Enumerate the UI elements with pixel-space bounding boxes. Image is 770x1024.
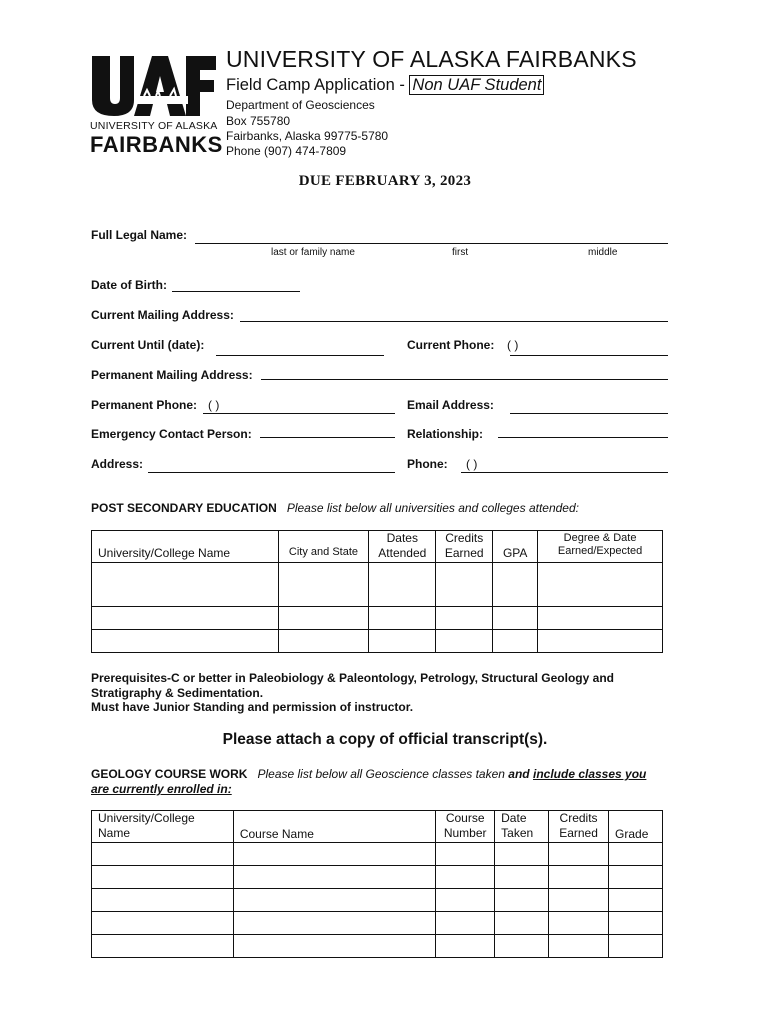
table-cell[interactable] — [278, 563, 369, 607]
table-cell[interactable] — [495, 843, 549, 866]
university-name: UNIVERSITY OF ALASKA FAIRBANKS — [226, 46, 637, 72]
coursework-col-course-number: Course Number — [436, 811, 495, 843]
education-col-degree: Degree & Date Earned/Expected — [538, 531, 663, 563]
table-row[interactable] — [92, 843, 663, 866]
table-cell[interactable] — [609, 889, 663, 912]
relationship-field[interactable] — [498, 437, 668, 438]
contact-phone-field[interactable] — [461, 472, 668, 473]
table-cell[interactable] — [92, 935, 234, 958]
table-cell[interactable] — [549, 889, 609, 912]
table-cell[interactable] — [493, 563, 538, 607]
coursework-col-university: University/College Name — [92, 811, 234, 843]
table-cell[interactable] — [436, 607, 493, 630]
table-cell[interactable] — [92, 889, 234, 912]
table-cell[interactable] — [609, 866, 663, 889]
table-cell[interactable] — [92, 912, 234, 935]
table-cell[interactable] — [436, 866, 495, 889]
table-cell[interactable] — [369, 630, 436, 653]
permanent-phone-field[interactable] — [203, 413, 395, 414]
table-cell[interactable] — [436, 843, 495, 866]
table-cell[interactable] — [369, 607, 436, 630]
table-cell[interactable] — [436, 935, 495, 958]
name-hint-last: last or family name — [271, 247, 355, 258]
table-cell[interactable] — [549, 866, 609, 889]
table-row[interactable] — [92, 866, 663, 889]
table-row[interactable] — [92, 935, 663, 958]
education-heading — [91, 501, 579, 515]
name-hint-first: first — [452, 247, 469, 258]
table-row[interactable] — [92, 912, 663, 935]
contact-phone-label: Phone: — [407, 457, 448, 471]
table-cell[interactable] — [92, 607, 279, 630]
table-cell[interactable] — [92, 563, 279, 607]
table-cell[interactable] — [233, 843, 435, 866]
education-table — [91, 530, 663, 653]
contact-phone-parens: ( ) — [466, 457, 478, 471]
current-phone-field[interactable] — [510, 355, 668, 356]
emergency-contact-label: Emergency Contact Person: — [91, 427, 252, 441]
current-phone-label: Current Phone: — [407, 338, 495, 352]
prereq-line-3: Must have Junior Standing and permission of instructor. — [91, 700, 414, 714]
mailing-address-field[interactable] — [240, 321, 668, 322]
permanent-phone-parens: ( ) — [208, 398, 220, 412]
coursework-heading-title: GEOLOGY COURSE WORK — [91, 767, 248, 781]
full-name-field[interactable] — [195, 243, 668, 244]
contact-address-label: Address: — [91, 457, 144, 471]
table-cell[interactable] — [549, 935, 609, 958]
dob-field[interactable] — [172, 291, 300, 292]
table-cell[interactable] — [92, 866, 234, 889]
coursework-heading — [91, 767, 646, 797]
permanent-mailing-field[interactable] — [261, 379, 668, 380]
table-cell[interactable] — [436, 630, 493, 653]
education-col-credits: Credits Earned — [436, 531, 493, 563]
table-cell[interactable] — [278, 607, 369, 630]
table-cell[interactable] — [495, 912, 549, 935]
coursework-instruction-line2: are currently enrolled in: — [91, 782, 232, 796]
table-cell[interactable] — [436, 912, 495, 935]
logo-fairbanks-text: FAIRBANKS — [90, 132, 223, 157]
permanent-phone-label: Permanent Phone: — [91, 398, 198, 412]
table-cell[interactable] — [495, 935, 549, 958]
email-field[interactable] — [510, 413, 668, 414]
full-name-label: Full Legal Name: — [91, 228, 188, 242]
table-row[interactable] — [92, 630, 663, 653]
prerequisites — [91, 671, 614, 715]
table-cell[interactable] — [538, 607, 663, 630]
coursework-col-grade: Grade — [609, 811, 663, 843]
table-cell[interactable] — [549, 843, 609, 866]
table-cell[interactable] — [92, 843, 234, 866]
email-label: Email Address: — [407, 398, 494, 412]
logo-university-text: UNIVERSITY OF ALASKA — [90, 120, 218, 132]
coursework-col-course-name: Course Name — [233, 811, 435, 843]
table-cell[interactable] — [609, 935, 663, 958]
education-col-university: University/College Name — [92, 531, 279, 563]
coursework-instruction: Please list below all Geoscience classes taken — [257, 767, 505, 781]
form-title — [226, 76, 544, 95]
coursework-instruction-and: and — [508, 767, 530, 781]
coursework-instruction-include: include classes you — [532, 767, 647, 781]
coursework-header-row — [92, 811, 663, 843]
current-until-field[interactable] — [216, 355, 384, 356]
form-title-prefix: Field Camp Application - — [226, 76, 410, 94]
table-cell[interactable] — [233, 889, 435, 912]
due-date: DUE FEBRUARY 3, 2023 — [298, 173, 472, 189]
uaf-logo — [90, 52, 223, 158]
address-line-1: Department of Geosciences — [226, 98, 375, 112]
uaf-logo-mark — [90, 52, 218, 120]
table-cell[interactable] — [493, 630, 538, 653]
table-cell[interactable] — [549, 912, 609, 935]
attach-transcript-note: Please attach a copy of official transcript(s). — [222, 731, 548, 748]
table-cell[interactable] — [609, 912, 663, 935]
dob-label: Date of Birth: — [91, 278, 167, 292]
relationship-label: Relationship: — [407, 427, 484, 441]
table-cell[interactable] — [609, 843, 663, 866]
table-cell[interactable] — [495, 866, 549, 889]
form-title-boxed: Non UAF Student — [409, 75, 544, 95]
education-instruction: Please list below all universities and colleges attended: — [286, 501, 579, 515]
coursework-table — [91, 810, 663, 958]
table-cell[interactable] — [436, 563, 493, 607]
prereq-line-2: Stratigraphy & Sedimentation. — [91, 685, 264, 700]
address-line-3: Fairbanks, Alaska 99775-5780 — [226, 129, 389, 143]
table-row[interactable] — [92, 607, 663, 630]
table-row[interactable] — [92, 563, 663, 607]
table-cell[interactable] — [538, 563, 663, 607]
current-until-label: Current Until (date): — [91, 338, 205, 352]
table-cell[interactable] — [233, 866, 435, 889]
table-cell[interactable] — [538, 630, 663, 653]
table-cell[interactable] — [436, 889, 495, 912]
table-cell[interactable] — [233, 935, 435, 958]
address-line-2: Box 755780 — [226, 114, 291, 128]
address-line-4: Phone (907) 474-7809 — [226, 144, 347, 158]
coursework-col-date-taken: Date Taken — [495, 811, 549, 843]
current-phone-parens: ( ) — [507, 338, 519, 352]
contact-address-field[interactable] — [148, 472, 395, 473]
table-cell[interactable] — [493, 607, 538, 630]
table-cell[interactable] — [92, 630, 279, 653]
education-col-gpa: GPA — [493, 531, 538, 563]
education-col-dates: Dates Attended — [369, 531, 436, 563]
education-header-row — [92, 531, 663, 563]
table-cell[interactable] — [278, 630, 369, 653]
emergency-contact-field[interactable] — [260, 437, 395, 438]
mailing-address-label: Current Mailing Address: — [91, 308, 234, 322]
table-cell[interactable] — [233, 912, 435, 935]
permanent-mailing-label: Permanent Mailing Address: — [91, 368, 253, 382]
table-cell[interactable] — [369, 563, 436, 607]
table-cell[interactable] — [495, 889, 549, 912]
coursework-col-credits: Credits Earned — [549, 811, 609, 843]
name-hint-middle: middle — [588, 247, 618, 258]
education-heading-title: POST SECONDARY EDUCATION — [91, 501, 277, 515]
prereq-line-1: Prerequisites-C or better in Paleobiology & Paleontology, Petrology, Structural Geology and — [91, 671, 614, 685]
education-col-city: City and State — [278, 531, 369, 563]
table-row[interactable] — [92, 889, 663, 912]
